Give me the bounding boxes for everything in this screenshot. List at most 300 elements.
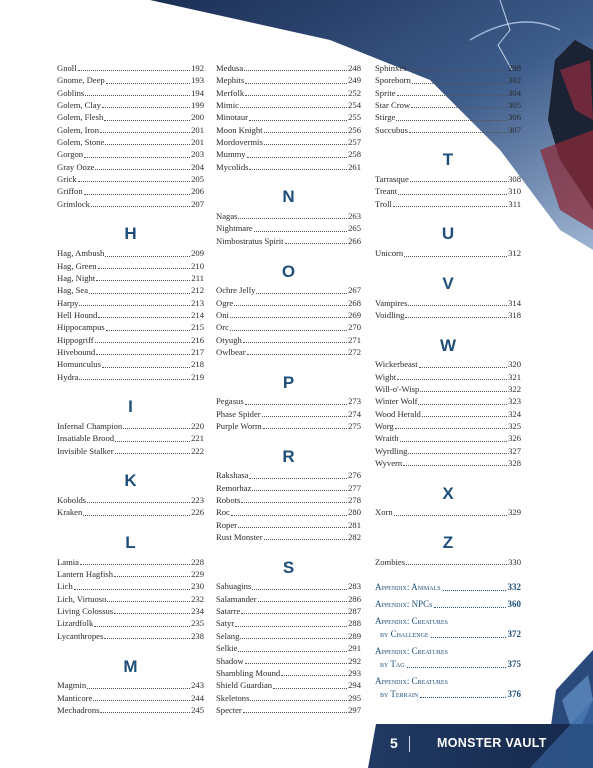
dot-leader [84,194,190,195]
entry-name: Mycolids [216,161,249,172]
dot-leader [104,638,190,639]
entry-name: Ochre Jelly [216,285,256,296]
dot-leader [238,527,347,528]
dot-leader [434,607,505,608]
entry-page: 228 [191,556,204,567]
entry-name: Pegasus [216,396,244,407]
entry-name: Wight [375,371,397,382]
entry-page: 244 [191,692,204,703]
index-entry-phase-spider[interactable] [216,408,361,420]
dot-leader [393,206,508,207]
entry-name: Grimlock [57,198,90,209]
entry-name: Medusa [216,63,244,73]
index-entry-wight[interactable] [375,371,521,383]
entry-page: 282 [348,532,361,543]
section-gap [375,321,521,333]
entry-page: 245 [191,704,204,715]
index-entry-living-colossus[interactable] [57,605,204,617]
index-entry-robots[interactable] [216,494,361,506]
index-entry-tarrasque[interactable] [375,173,521,185]
index-entry-lamia[interactable] [57,556,204,568]
dot-leader [395,428,507,429]
index-entry-mimic[interactable] [216,99,361,111]
index-entry-rust-monster[interactable] [216,531,361,543]
index-entry-golem-flesh[interactable] [57,111,204,123]
entry-page: 226 [191,507,204,518]
entry-page: 330 [508,556,521,567]
index-entry-mechadrons[interactable] [57,704,204,716]
section-letter-i: I [128,397,133,417]
index-entry-ogre[interactable] [216,297,361,309]
entry-name: Roper [216,519,238,530]
index-entry-sahuagins[interactable] [216,580,361,592]
entry-page: 328 [508,458,521,468]
index-entry-pegasus[interactable] [216,395,361,407]
index-entry-skeletons[interactable] [216,692,361,704]
entry-page: 209 [191,248,204,259]
entry-page: 235 [191,618,204,629]
entry-page: 311 [508,198,521,209]
entry-page: 310 [508,186,521,197]
index-entry-griffon[interactable] [57,185,204,197]
section-gap [216,432,361,444]
entry-name: Lantern Hagfish [57,569,114,580]
dot-leader [85,95,190,96]
dot-leader [123,428,190,429]
entry-name: Wraith [375,433,399,444]
dot-leader [114,613,190,614]
dot-leader [247,354,348,355]
entry-name: Mummy [216,149,246,160]
dot-leader [443,590,506,591]
index-entry-troll[interactable] [375,198,521,210]
entry-name: Hag, Ambush [57,248,105,259]
appendix-label: Appendix: Creatures [375,616,448,627]
entry-name: Oni [216,309,229,320]
index-entry-stirge[interactable] [375,111,521,123]
dot-leader [74,589,190,590]
index-entry-sphinxes[interactable] [375,62,521,74]
index-entry-zombies[interactable] [375,556,521,568]
dot-leader [411,107,507,108]
index-column-2 [216,62,361,716]
index-entry-wood-herald[interactable] [375,408,521,420]
entry-page: 289 [348,630,361,641]
index-entry-satarre[interactable] [216,605,361,617]
dot-leader [245,404,347,405]
index-entry-kobolds[interactable] [57,494,204,506]
index-entry-lich[interactable] [57,580,204,592]
entry-name: Kobolds [57,495,87,506]
dot-leader [241,502,347,503]
entry-name: Otyugh [216,334,242,345]
index-entry-hag-green[interactable] [57,260,204,272]
dot-leader [258,601,348,602]
entry-name: Nightmare [216,223,253,234]
index-entry-hydra[interactable] [57,371,204,383]
entry-name: Manticore [57,692,93,703]
index-entry-rakshasa[interactable] [216,469,361,481]
appendix-entry[interactable] [375,645,521,671]
appendix-label: Appendix: NPCs [375,599,433,610]
dot-leader [264,144,347,145]
section-letter-w: W [439,335,457,355]
entry-name: Shambling Mound [216,667,281,678]
entry-name: Rakshasa [216,470,249,481]
entry-page: 273 [348,396,361,407]
entry-name: Hell Hound [57,309,98,320]
index-column-3 [375,62,521,705]
entry-name: Gorgon [57,149,84,160]
index-entry-merfolk[interactable] [216,87,361,99]
index-entry-golem-clay[interactable] [57,99,204,111]
index-entry-hippocampus[interactable] [57,321,204,333]
entry-name: Troll [375,198,392,209]
dot-leader [238,218,347,219]
index-entry-gnoll[interactable] [57,62,204,74]
section-gap [216,543,361,555]
entry-page: 295 [348,692,361,703]
entry-name: Golem, Iron [57,124,100,135]
appendix-entry[interactable] [375,615,521,641]
index-entry-xorn[interactable] [375,506,521,518]
section-letter-m: M [123,656,138,676]
index-entry-magmin[interactable] [57,679,204,691]
index-entry-insatiable-brood[interactable] [57,432,204,444]
section-gap [57,383,204,395]
page-number: 5 [390,735,398,751]
dot-leader [243,712,347,713]
entry-page: 320 [508,359,521,370]
dot-leader [406,564,507,565]
dot-leader [235,626,347,627]
index-entry-golem-iron[interactable] [57,124,204,136]
entry-name: Lamia [57,556,79,567]
entry-page: 255 [348,112,361,123]
entry-page: 229 [191,569,204,580]
index-entry-nimbostratus-spirit[interactable] [216,235,361,247]
dot-leader [263,428,347,429]
entry-name: Worg [375,420,394,431]
entry-name: Remorhaz [216,482,252,493]
index-entry-treant[interactable] [375,185,521,197]
entry-page: 207 [191,198,204,209]
index-entry-mycolids[interactable] [216,161,361,173]
section-gap [57,457,204,469]
section-letter-v: V [442,273,454,293]
dot-leader [100,712,190,713]
index-entry-mephits[interactable] [216,74,361,86]
entry-page: 277 [348,482,361,493]
index-entry-wraith[interactable] [375,432,521,444]
entry-page: 298 [508,63,521,73]
index-entry-medusa[interactable] [216,62,361,74]
index-entry-satyr[interactable] [216,617,361,629]
index-entry-hippogriff[interactable] [57,334,204,346]
dot-leader [104,120,190,121]
dot-leader [398,194,507,195]
dot-leader [79,379,190,380]
index-entry-succubus[interactable] [375,124,521,136]
index-entry-voidling[interactable] [375,309,521,321]
entry-name: Unicorn [375,248,404,259]
entry-name: Satarre [216,606,241,617]
entry-page: 314 [508,297,521,308]
entry-page: 201 [191,137,204,148]
entry-page: 308 [508,174,521,185]
index-entry-hag-sea[interactable] [57,284,204,296]
dot-leader [105,256,190,257]
dot-leader [115,441,190,442]
index-entry-harpy[interactable] [57,297,204,309]
entry-name: Lich, Virtuoso [57,593,107,604]
appendix-label: by Challenge [380,629,429,640]
section-gap [375,469,521,481]
index-entry-specter[interactable] [216,704,361,716]
index-entry-nagas[interactable] [216,210,361,222]
index-entry-minotaur[interactable] [216,111,361,123]
entry-name: Wood Herald [375,408,421,419]
entry-page: 267 [348,285,361,296]
dot-leader [418,404,507,405]
index-entry-winter-wolf[interactable] [375,395,521,407]
index-entry-hivebound[interactable] [57,346,204,358]
index-entry-vampires[interactable] [375,297,521,309]
dot-leader [252,589,347,590]
appendix-label: Appendix: Creatures [375,646,448,657]
section-gap [375,519,521,531]
index-entry-infernal-champion[interactable] [57,420,204,432]
index-entry-lich-virtuoso[interactable] [57,593,204,605]
entry-page: 323 [508,396,521,407]
index-entry-oni[interactable] [216,309,361,321]
entry-page: 291 [348,643,361,654]
index-entry-grimlock[interactable] [57,198,204,210]
dot-leader [252,490,347,491]
index-entry-roper[interactable] [216,519,361,531]
index-entry-goblins[interactable] [57,87,204,99]
entry-page: 281 [348,519,361,530]
index-entry-kraken[interactable] [57,506,204,518]
index-entry-wickerbeast[interactable] [375,358,521,370]
index-entry-wyrdling[interactable] [375,445,521,457]
index-entry-worg[interactable] [375,420,521,432]
dot-leader [404,256,507,257]
appendix-entry[interactable] [375,675,521,701]
section-letter-s: S [282,557,295,577]
index-entry-mordovermis[interactable] [216,136,361,148]
entry-page: 221 [191,433,204,444]
index-entry-sporeborn[interactable] [375,74,521,86]
entry-name: Hag, Sea [57,285,89,296]
entry-page: 205 [191,174,204,185]
section-letter-p: P [282,372,295,392]
entry-page: 302 [508,75,521,86]
index-entry-orc[interactable] [216,321,361,333]
entry-name: Magmin [57,680,87,691]
dot-leader [94,626,190,627]
index-entry-moon-knight[interactable] [216,124,361,136]
dot-leader [262,416,347,417]
appendix-page: 360 [507,599,521,610]
index-entry-ochre-jelly[interactable] [216,284,361,296]
entry-page: 294 [348,680,361,691]
entry-name: Voidling [375,309,405,320]
dot-leader [247,157,348,158]
entry-page: 304 [508,87,521,98]
entry-page: 318 [508,309,521,320]
index-entry-shadow[interactable] [216,655,361,667]
dot-leader [249,169,347,170]
dot-leader [254,231,347,232]
entry-name: Griffon [57,186,83,197]
appendix-label: by Tag [380,659,405,670]
dot-leader [105,144,190,145]
index-entry-homunculus[interactable] [57,358,204,370]
index-entry-gnome-deep[interactable] [57,74,204,86]
dot-leader [264,539,348,540]
index-entry-lizardfolk[interactable] [57,617,204,629]
entry-name: Infernal Champion [57,420,123,431]
entry-name: Owlbear [216,346,246,357]
dot-leader [394,515,507,516]
entry-page: 327 [508,445,521,456]
entry-page: 213 [191,297,204,308]
dot-leader [245,83,347,84]
entry-page: 230 [191,581,204,592]
section-gap [57,519,204,531]
entry-name: Living Colossus [57,606,114,617]
index-entry-otyugh[interactable] [216,334,361,346]
dot-leader [241,613,347,614]
index-entry-hag-night[interactable] [57,272,204,284]
dot-leader [115,453,191,454]
entry-name: Selang [216,630,240,641]
dot-leader [420,391,507,392]
dot-leader [106,83,190,84]
entry-name: Star Crow [375,100,411,111]
dot-leader [87,502,190,503]
entry-name: Lich [57,581,73,592]
index-entry-hell-hound[interactable] [57,309,204,321]
dot-leader [107,601,190,602]
entry-name: Invisible Stalker [57,445,114,456]
entry-name: Goblins [57,87,85,98]
appendix-label: Appendix: Animals [375,582,441,593]
section-gap [57,642,204,654]
index-entry-salamander[interactable] [216,593,361,605]
appendix-list [375,581,521,701]
appendix-entry[interactable] [375,581,521,594]
dot-leader [230,330,347,331]
index-entry-invisible-stalker[interactable] [57,445,204,457]
entry-name: Hivebound [57,346,96,357]
dot-leader [431,637,506,638]
index-entry-wyvern[interactable] [375,457,521,469]
entry-page: 249 [348,75,361,86]
index-entry-lycanthropes[interactable] [57,630,204,642]
entry-name: Satyr [216,618,235,629]
dot-leader [250,700,347,701]
index-entry-selang[interactable] [216,630,361,642]
index-entry-nightmare[interactable] [216,222,361,234]
index-entry-lantern-hagfish[interactable] [57,568,204,580]
index-entry-unicorn[interactable] [375,247,521,259]
dot-leader [100,132,190,133]
index-entry-roc[interactable] [216,506,361,518]
index-entry-gorgon[interactable] [57,148,204,160]
dot-leader [238,651,347,652]
entry-name: Ogre [216,297,234,308]
entry-name: Sprite [375,87,396,98]
section-gap [375,136,521,148]
section-gap [216,358,361,370]
entry-name: Golem, Stone [57,137,105,148]
dot-leader [89,293,190,294]
index-entry-shambling-mound[interactable] [216,667,361,679]
index-entry-golem-stone[interactable] [57,136,204,148]
entry-page: 248 [348,63,361,73]
index-entry-remorhaz[interactable] [216,482,361,494]
entry-page: 265 [348,223,361,234]
index-entry-mummy[interactable] [216,148,361,160]
entry-name: Phase Spider [216,408,261,419]
entry-page: 307 [508,124,521,135]
entry-name: Nimbostratus Spirit [216,235,284,246]
section-letter-k: K [124,471,137,491]
entry-page: 287 [348,606,361,617]
index-entry-purple-worm[interactable] [216,420,361,432]
dot-leader [95,342,191,343]
entry-name: Vampires [375,297,408,308]
entry-name: Will-o'-Wisp [375,383,420,394]
index-entry-owlbear[interactable] [216,346,361,358]
index-entry-star-crow[interactable] [375,99,521,111]
dot-leader [78,181,191,182]
dot-leader [234,305,347,306]
index-entry-shield-guardian[interactable] [216,679,361,691]
index-entry-hag-ambush[interactable] [57,247,204,259]
section-letter-x: X [442,483,454,503]
entry-name: Sahuagins [216,581,252,592]
index-entry-grick[interactable] [57,173,204,185]
dot-leader [106,330,190,331]
index-entry-will-o-wisp[interactable] [375,383,521,395]
index-column-1 [57,62,204,716]
appendix-entry[interactable] [375,598,521,611]
entry-page: 325 [508,420,521,431]
entry-page: 278 [348,495,361,506]
dot-leader [84,157,190,158]
index-entry-selkie[interactable] [216,642,361,654]
index-entry-manticore[interactable] [57,692,204,704]
section-letter-r: R [282,446,295,466]
entry-page: 204 [191,161,204,172]
entry-page: 238 [191,630,204,641]
entry-page: 322 [508,383,521,394]
dot-leader [93,700,190,701]
entry-page: 200 [191,112,204,123]
entry-name: Salamander [216,593,257,604]
dot-leader [83,515,190,516]
entry-name: Minotaur [216,112,248,123]
section-letter-o: O [281,261,296,281]
entry-name: Selkie [216,643,238,654]
entry-page: 283 [348,581,361,592]
entry-page: 272 [348,346,361,357]
index-entry-sprite[interactable] [375,87,521,99]
index-entry-gray-ooze[interactable] [57,161,204,173]
